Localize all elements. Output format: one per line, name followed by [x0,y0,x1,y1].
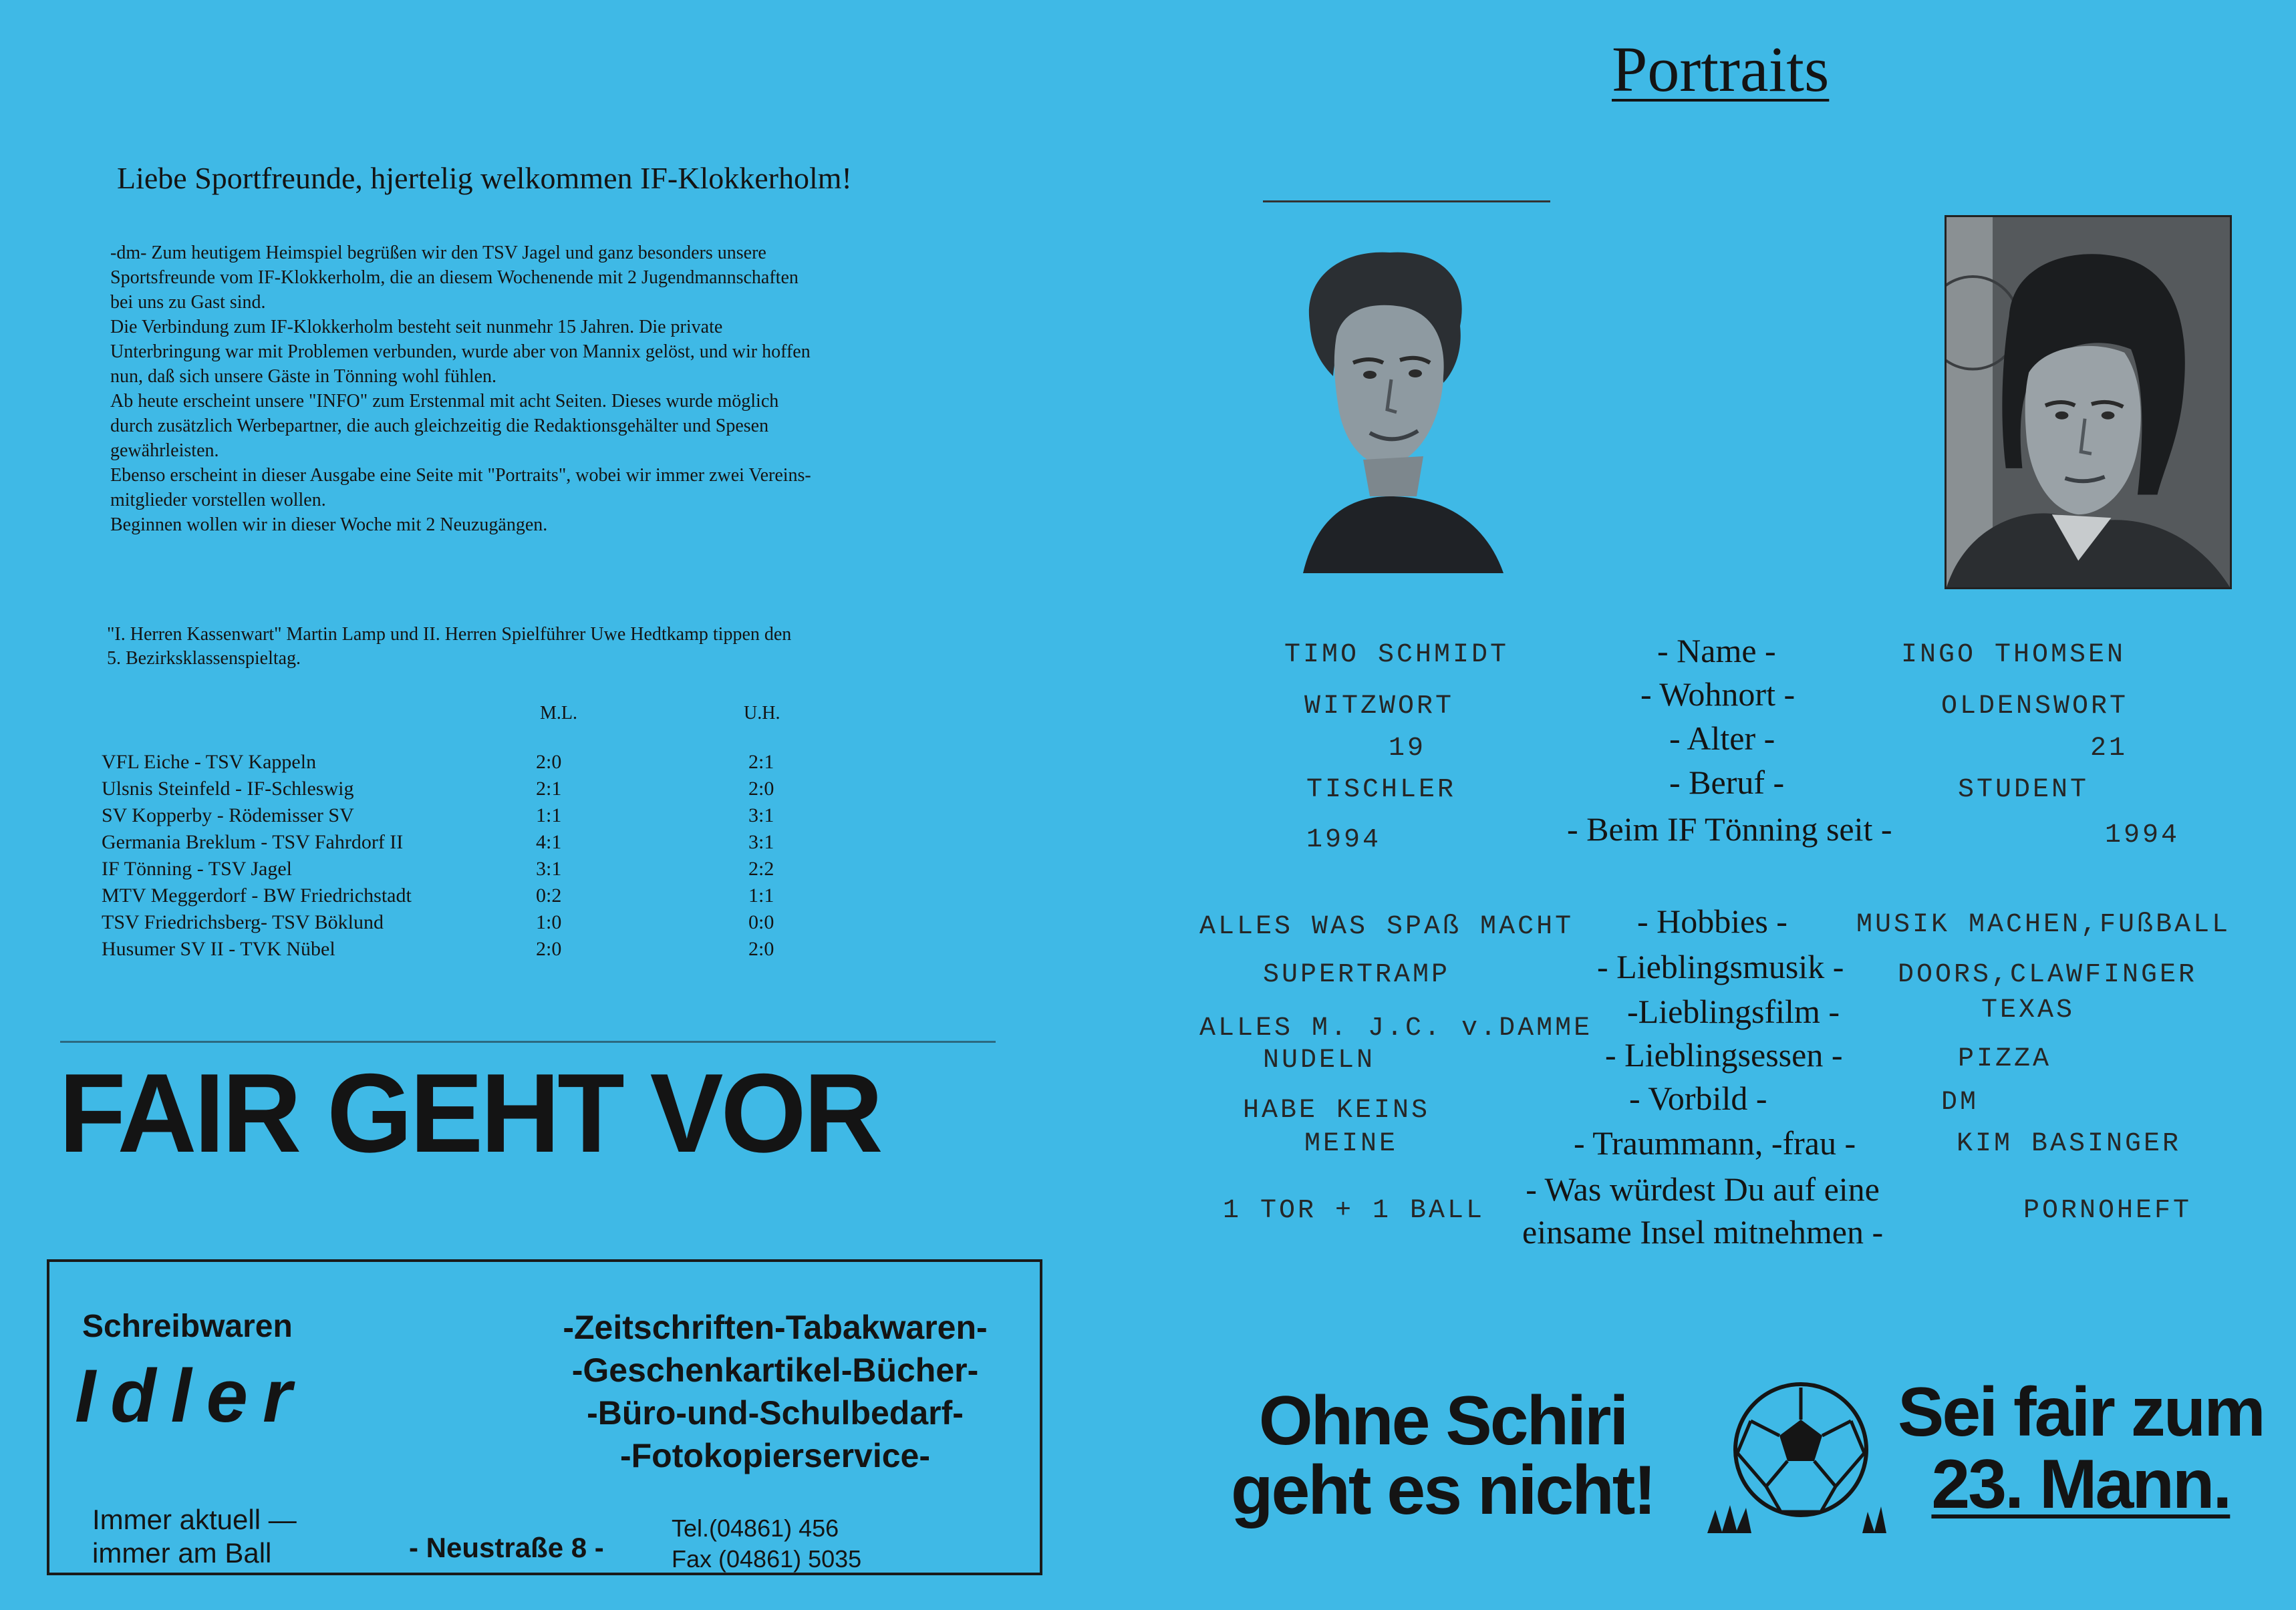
profile-right-name: INGO THOMSEN [1901,640,2126,670]
tip-ml: 2:0 [536,751,562,773]
banner-right-line: Sei fair zum [1898,1374,2264,1451]
profile-right-age: 21 [2090,734,2128,764]
portraits-title: Portraits [1612,33,1830,105]
profile-label-idol: - Vorbild - [1629,1080,1767,1117]
profile-label-music: - Lieblingsmusik - [1597,948,1844,985]
intro-line: Sportsfreunde vom IF-Klokkerholm, die an diesem Wochenende mit 2 Jugendmannschaften [110,267,799,288]
profile-left-food: NUDELN [1263,1045,1376,1076]
tip-uh: 2:0 [748,778,774,800]
profile-right-since: 1994 [2105,820,2180,850]
portrait-photo-right-image [1947,217,2230,587]
soccer-ball-drawing [1707,1380,1888,1540]
tip-uh: 2:2 [748,858,774,880]
ad-contact [672,1513,861,1575]
profile-label-name: - Name - [1657,632,1776,669]
tip-ml: 0:2 [536,884,562,907]
banner-left-line: Ohne Schiri [1258,1382,1627,1460]
profile-label-island [1522,1168,1883,1253]
tip-uh: 3:1 [748,804,774,826]
tip-uh: 3:1 [748,831,774,853]
profile-left-dream-partner: MEINE [1304,1129,1399,1159]
ad-service-line: -Geschenkartikel-Bücher- [571,1351,979,1389]
profile-label-job: - Beruf - [1669,764,1785,801]
profile-left-music: SUPERTRAMP [1263,960,1451,990]
profile-left-residence: WITZWORT [1304,691,1455,721]
profile-label-island-line: - Was würdest Du auf eine [1526,1170,1880,1208]
intro-line: -dm- Zum heutigem Heimspiel begrüßen wir den TSV Jagel und ganz besonders unsere [110,243,766,263]
profile-label-hobbies: - Hobbies - [1637,903,1787,940]
tip-ml: 3:1 [536,858,562,880]
tips-intro-line: "I. Herren Kassenwart" Martin Lamp und II. Herren Spielführer Uwe Hedtkamp tippen den [107,624,792,645]
portrait-photo-left-image [1263,202,1550,573]
ad-slogan-line: immer am Ball [92,1537,272,1569]
tips-intro-line: 5. Bezirksklassenspieltag. [107,648,301,669]
tips-intro-text [107,623,996,671]
profile-right-hobbies: MUSIK MACHEN,FUßBALL [1856,910,2231,940]
profile-right-food: PIZZA [1958,1044,2052,1074]
intro-line: Die Verbindung zum IF-Klokkerholm besteht seit nunmehr 15 Jahren. Die private [110,317,723,337]
intro-line: nun, daß sich unsere Gäste in Tönning wohl fühlen. [110,366,497,387]
tip-match: MTV Meggerdorf - BW Friedrichstadt [102,884,412,907]
ad-shop-name: Idler [75,1354,307,1438]
profile-label-residence: - Wohnort - [1640,675,1796,713]
profile-left-job: TISCHLER [1306,775,1457,805]
profile-label-since: - Beim IF Tönning seit - [1567,810,1892,848]
ad-phone: Tel.(04861) 456 [672,1514,839,1542]
tip-ml: 2:0 [536,938,562,960]
profile-right-dream-partner: KIM BASINGER [1957,1129,2182,1159]
intro-line: durch zusätzlich Werbepartner, die auch gleichzeitig die Redaktionsgehälter und Spesen [110,416,769,436]
slogan-divider [60,1041,996,1043]
banner-left-line: geht es nicht! [1231,1452,1655,1529]
tip-match: Germania Breklum - TSV Fahrdorf II [102,831,404,853]
intro-line: mitglieder vorstellen wollen. [110,490,326,510]
profile-left-island: 1 TOR + 1 BALL [1223,1196,1485,1226]
ad-fax: Fax (04861) 5035 [672,1545,862,1573]
soccer-ball-icon [1707,1380,1888,1540]
tip-ml: 1:0 [536,911,562,933]
profile-label-dream-partner: - Traummann, -frau - [1574,1124,1856,1162]
tips-header-ml: M.L. [540,703,577,723]
tip-uh: 2:0 [748,938,774,960]
tip-match: VFL Eiche - TSV Kappeln [102,751,317,773]
tips-header-uh: U.H. [744,703,780,723]
tip-match: TSV Friedrichsberg- TSV Böklund [102,911,384,933]
profile-label-film: -Lieblingsfilm - [1627,993,1840,1030]
profile-label-island-line: einsame Insel mitnehmen - [1522,1213,1884,1251]
ad-services [515,1306,1036,1477]
ad-address: - Neustraße 8 - [409,1532,604,1563]
profile-right-job: STUDENT [1958,775,2090,805]
tip-ml: 2:1 [536,778,562,800]
ad-service-line: -Fotokopierservice- [619,1437,930,1474]
ad-service-line: -Zeitschriften-Tabakwaren- [563,1309,988,1346]
profile-label-food: - Lieblingsessen - [1605,1036,1843,1074]
profile-left-name: TIMO SCHMIDT [1284,640,1510,670]
ad-slogan-line: Immer aktuell — [92,1504,297,1535]
tip-match: SV Kopperby - Rödemisser SV [102,804,354,826]
banner-ohne-schiri [1231,1382,1655,1529]
ad-service-line: -Büro-und-Schulbedarf- [587,1394,964,1432]
intro-line: gewährleisten. [110,440,219,461]
tip-ml: 4:1 [536,831,562,853]
intro-line: Ebenso erscheint in dieser Ausgabe eine Seite mit "Portraits", wobei wir immer zwei Vereins- [110,465,811,486]
profile-right-island: PORNOHEFT [2023,1196,2192,1226]
profile-right-film: TEXAS [1981,995,2075,1025]
profile-left-idol: HABE KEINS [1243,1096,1431,1126]
portrait-photo-left [1263,200,1550,573]
tip-match: IF Tönning - TSV Jagel [102,858,293,880]
tip-uh: 2:1 [748,751,774,773]
tip-uh: 1:1 [748,884,774,907]
intro-line: Unterbringung war mit Problemen verbunden, wurde aber von Mannix gelöst, und wir hoffen [110,341,811,362]
intro-text [110,240,999,537]
profile-label-age: - Alter - [1669,719,1775,757]
tip-uh: 0:0 [748,911,774,933]
intro-line: Beginnen wollen wir in dieser Woche mit 2 Neuzugängen. [110,514,548,535]
profile-right-music: DOORS,CLAWFINGER [1898,960,2198,990]
profile-right-residence: OLDENSWORT [1941,691,2129,721]
intro-line: bei uns zu Gast sind. [110,292,266,313]
banner-sei-fair [1898,1374,2264,1523]
fair-geht-vor-slogan: FAIR GEHT VOR [59,1050,881,1176]
ad-slogan [92,1503,297,1570]
intro-line: Ab heute erscheint unsere "INFO" zum Erstenmal mit acht Seiten. Dieses wurde möglich [110,391,779,412]
profile-left-film: ALLES M. J.C. v.DAMME [1199,1013,1593,1043]
profile-right-idol: DM [1941,1088,1979,1118]
ad-shop-type: Schreibwaren [82,1309,293,1344]
profile-left-hobbies: ALLES WAS SPAß MACHT [1199,912,1574,942]
tip-match: Husumer SV II - TVK Nübel [102,938,335,960]
tip-match: Ulsnis Steinfeld - IF-Schleswig [102,778,354,800]
profile-left-age: 19 [1389,734,1427,764]
greeting-heading: Liebe Sportfreunde, hjertelig welkommen IF-Klokkerholm! [117,161,852,195]
tip-ml: 1:1 [536,804,562,826]
portrait-photo-right [1945,215,2232,589]
profile-left-since: 1994 [1306,825,1382,855]
banner-right-line: 23. Mann. [1931,1446,2231,1523]
